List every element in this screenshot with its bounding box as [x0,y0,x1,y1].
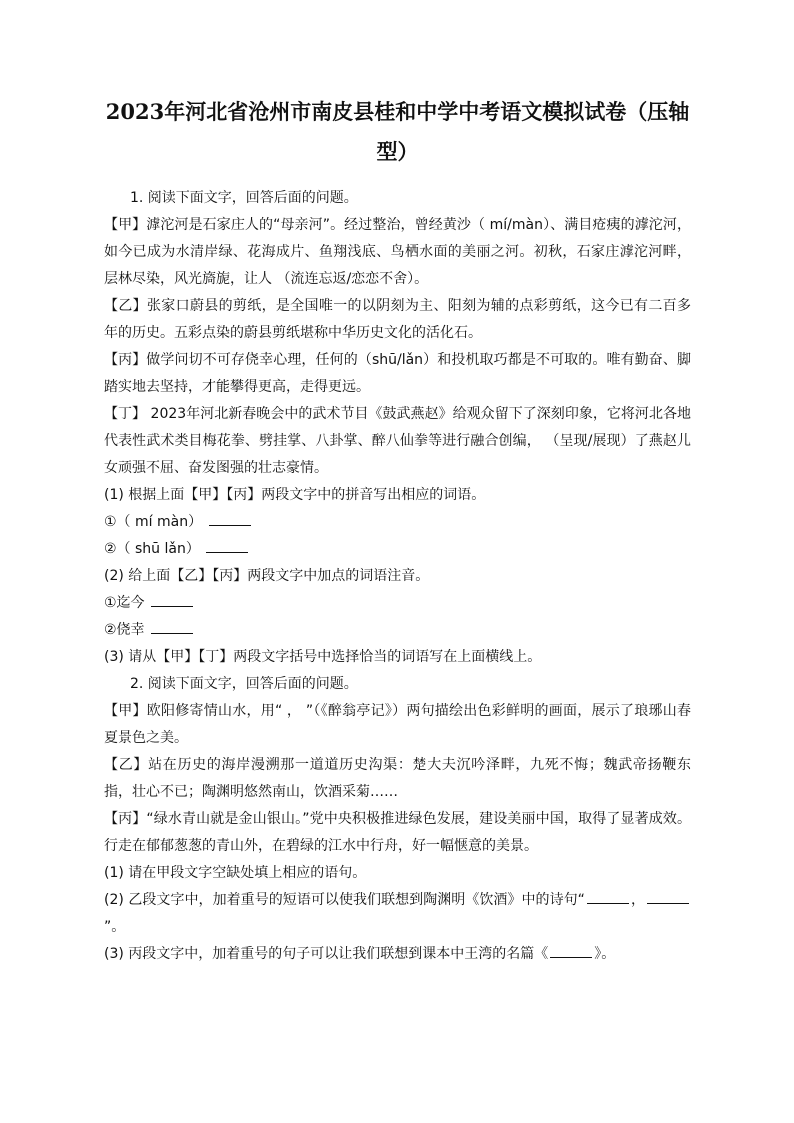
page-title [104,92,691,172]
q1-passage-bing: 【丙】做学问切不可存侥幸心理，任何的（shū/lǎn）和投机取巧都是不可取的。唯有勤奋、脚踏实地去坚持，才能攀得更高，走得更远。 [104,352,691,395]
q1-sub2-item-a [104,590,691,617]
question-1 [104,185,691,671]
q1-passage-yi: 【乙】张家口蔚县的剪纸，是全国唯一的以阴刻为主、阳刻为辅的点彩剪纸，这今已有二百多年的历史。五彩点染的蔚县剪纸堪称中华历史文化的活化石。 [104,298,691,341]
answer-blank[interactable] [151,619,193,634]
q1-sub1-item-a [104,509,691,536]
question-2 [104,671,691,968]
answer-blank[interactable] [587,889,629,904]
q2-sub3-text-end: 》。 [594,946,616,962]
q1-sub2-item-b [104,617,691,644]
answer-blank[interactable] [550,943,592,958]
q2-sub-question-2 [104,887,691,941]
title-line-1: 2023年河北省沧州市南皮县桂和中学中考语文模拟试卷（压轴 [105,99,690,124]
q1-passage-jia: 【甲】滹沱河是石家庄人的“母亲河”。经过整治，曾经黄沙（ mí/màn）、满目疮痍的滹沱河，如今已成为水清岸绿、花海成片、鱼翔浅底、鸟栖水面的美丽之河。初秋，石家庄滹沱河畔，层林尽染，风光旖旎，让人 （流连忘返/恋恋不舍）。 [104,217,691,287]
q2-sub3-text-start: (3) 丙段文字中，加着重号的句子可以让我们联想到课本中王湾的名篇《 [104,946,549,962]
answer-blank[interactable] [151,592,193,607]
q2-sub2-separator: ， [630,892,645,908]
question-1-heading: 1. 阅读下面文字，回答后面的问题。 [130,190,358,206]
question-2-heading: 2. 阅读下面文字，回答后面的问题。 [130,676,358,692]
q1-sub-question-1: (1) 根据上面【甲】【丙】两段文字中的拼音写出相应的词语。 [104,487,486,503]
q1-sub1-item-b-label: ②（ shū lǎn） [104,541,200,557]
q2-passage-yi: 【乙】站在历史的海岸漫溯那一道道历史沟渠：楚大夫沉吟泽畔，九死不悔；魏武帝扬鞭东指，壮心不已；陶渊明悠然南山，饮酒采菊…… [104,757,691,800]
q2-sub-question-3 [104,941,691,968]
title-line-2: 型） [376,139,419,164]
q1-sub1-item-b [104,536,691,563]
answer-blank[interactable] [647,889,689,904]
q2-sub2-text-start: (2) 乙段文字中，加着重号的短语可以使我们联想到陶渊明《饮酒》中的诗句“ [104,892,585,908]
q2-sub2-text-end: ”。 [104,919,126,935]
q2-sub-question-1: (1) 请在甲段文字空缺处填上相应的语句。 [104,865,367,881]
q1-passage-ding: 【丁】 2023年河北新春晚会中的武术节目《鼓武燕赵》给观众留下了深刻印象，它将河北各地代表性武术类目梅花拳、劈挂掌、八卦掌、醉八仙拳等进行融合创编， （呈现/展现）了燕赵儿女顽强不屈、奋发图强的壮志豪情。 [104,406,691,476]
q1-sub-question-2: (2) 给上面【乙】【丙】两段文字中加点的词语注音。 [104,568,430,584]
answer-blank[interactable] [209,511,251,526]
q1-sub-question-3: (3) 请从【甲】【丁】两段文字括号中选择恰当的词语写在上面横线上。 [104,649,542,665]
q1-sub2-item-b-label: ②侥幸 [104,622,145,638]
q1-sub2-item-a-label: ①迄今 [104,595,145,611]
q2-passage-jia: 【甲】欧阳修寄情山水，用“ ， ”（《醉翁亭记》）两句描绘出色彩鲜明的画面，展示了琅琊山春夏景色之美。 [104,703,691,746]
q1-sub1-item-a-label: ①（ mí màn） [104,514,203,530]
answer-blank[interactable] [206,538,248,553]
q2-passage-bing: 【丙】“绿水青山就是金山银山。”党中央积极推进绿色发展，建设美丽中国，取得了显著成效。行走在郁郁葱葱的青山外，在碧绿的江水中行舟，好一幅惬意的美景。 [104,811,691,854]
